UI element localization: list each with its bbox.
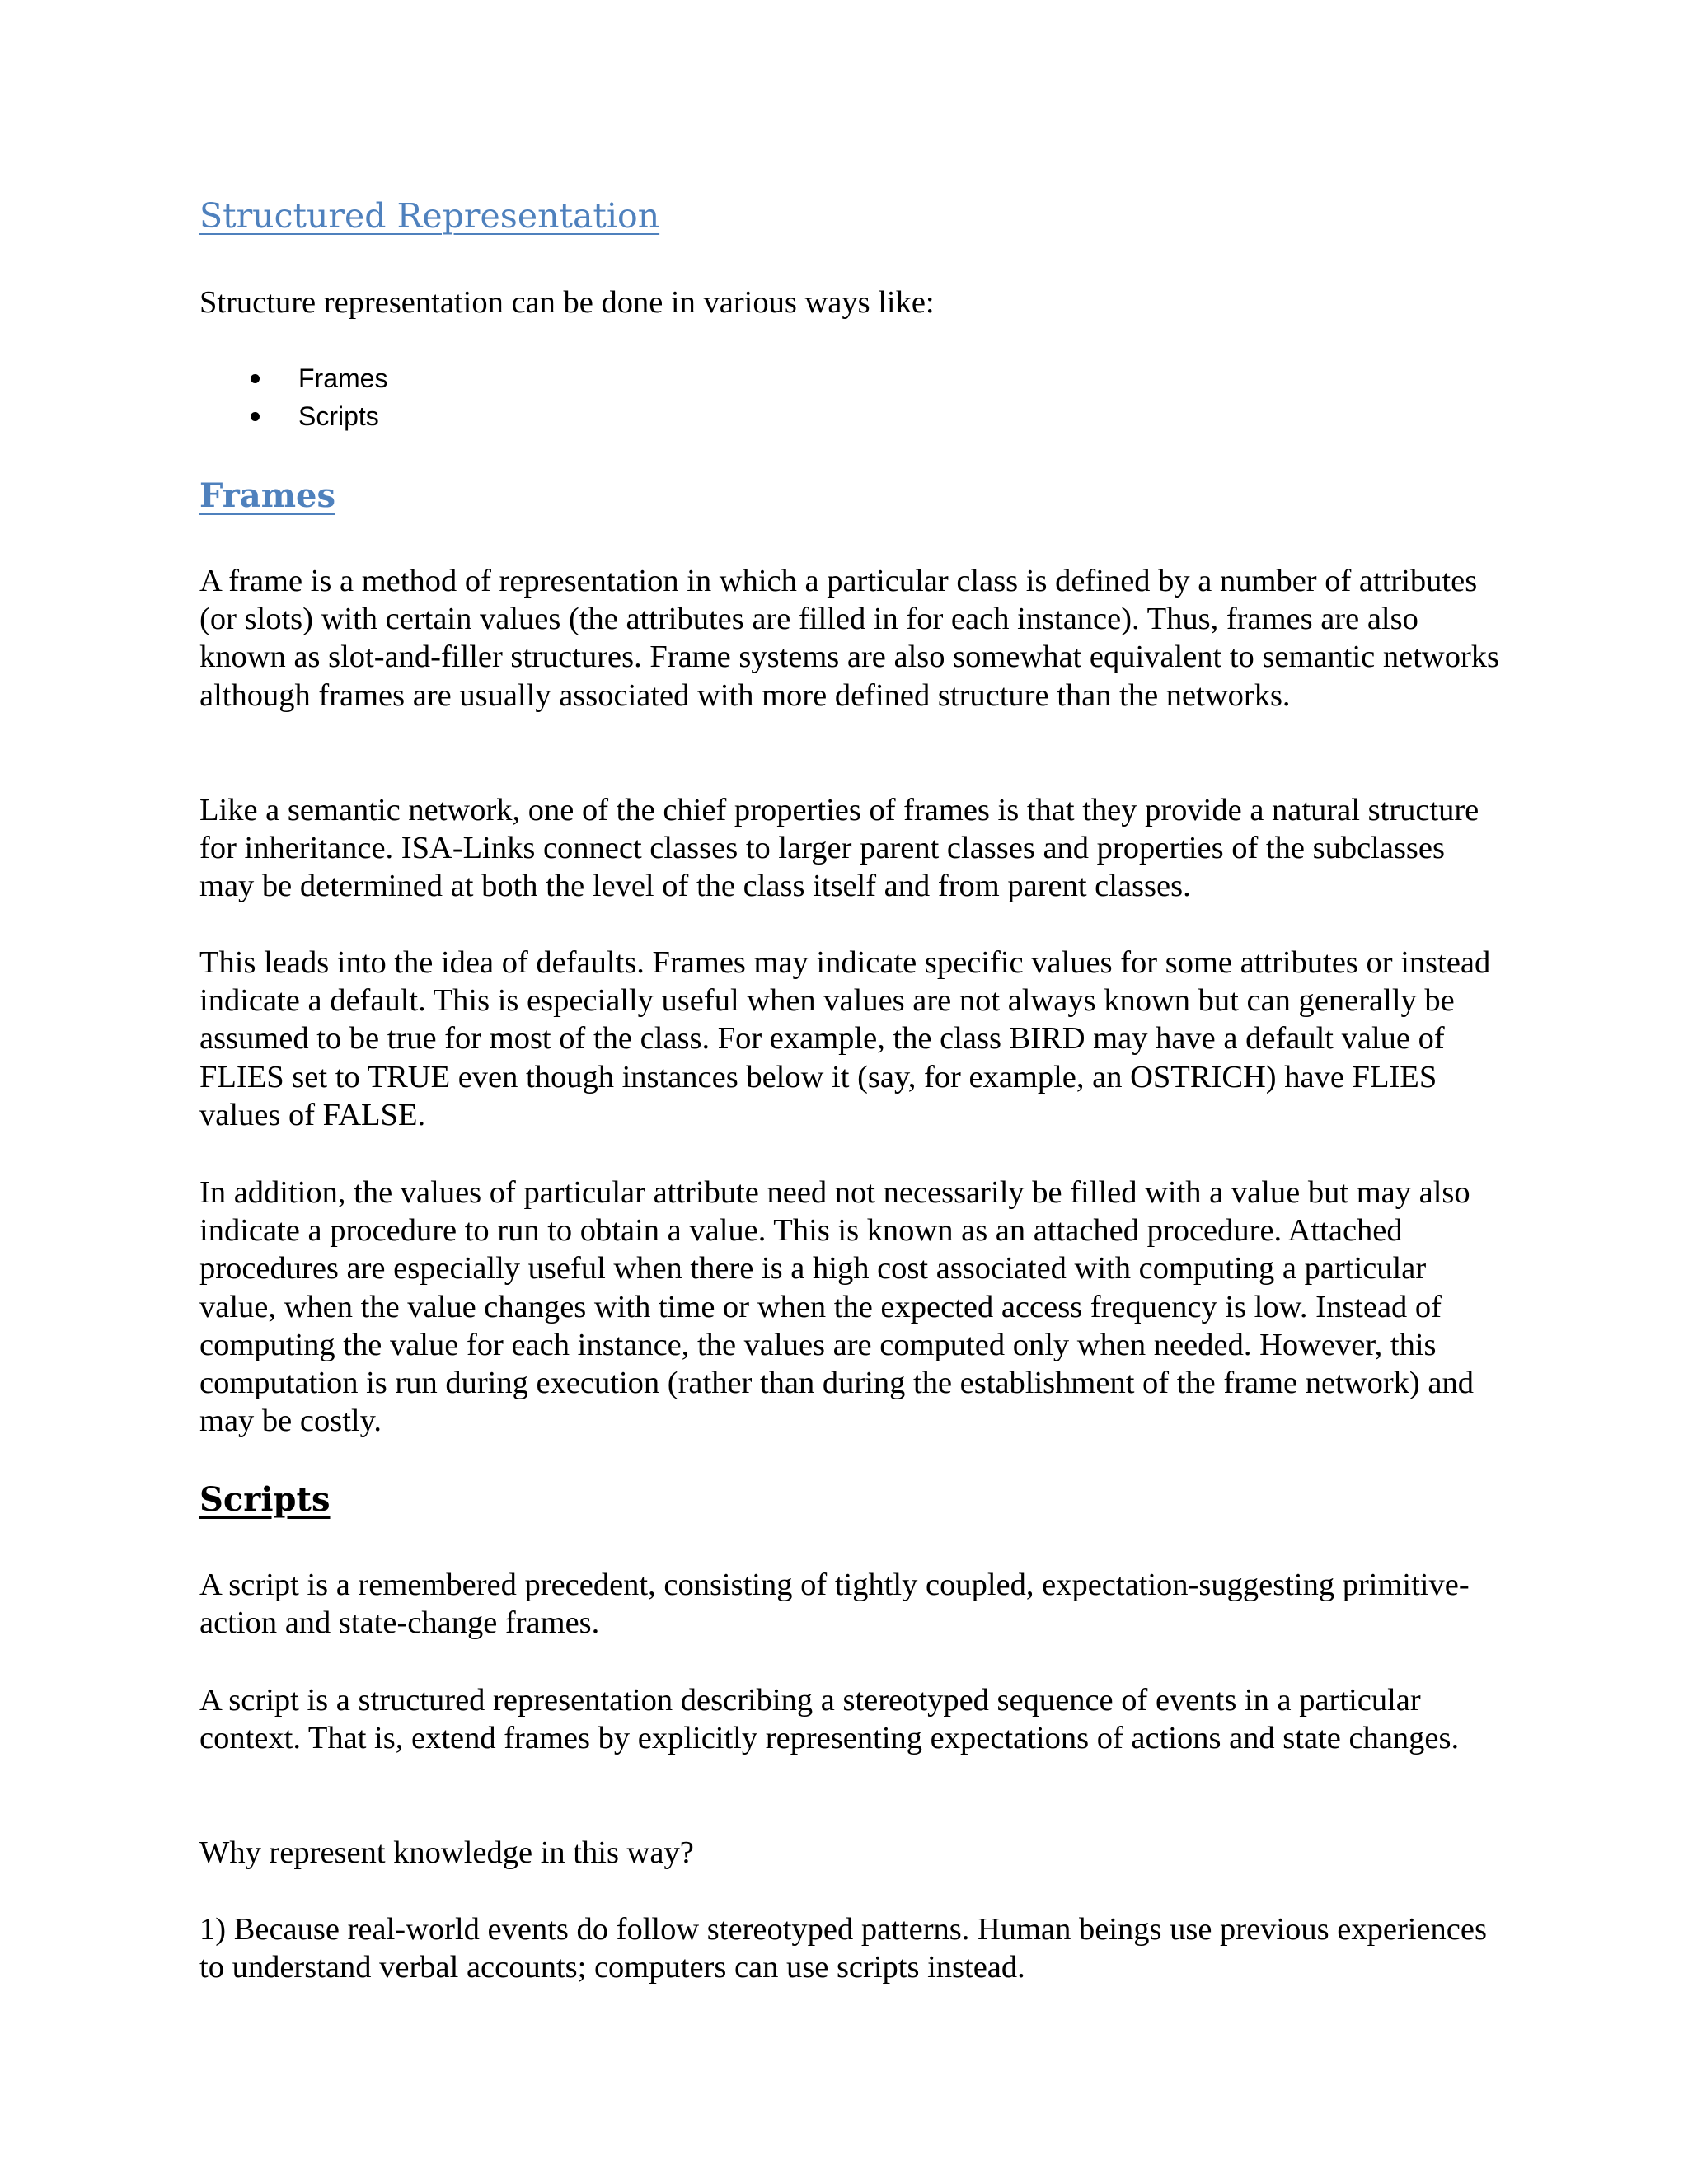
- scripts-question: Why represent knowledge in this way?: [199, 1835, 694, 1870]
- scripts-paragraph-1: A script is a remembered precedent, consisting of tightly coupled, expectation-suggesting primitive-action and state-change frames.: [199, 1568, 1470, 1641]
- bullet-item-scripts: Scripts: [199, 397, 387, 435]
- scripts-paragraph-2: A script is a structured representation describing a stereotyped sequence of events in a particular context. That is, extend frames by explicitly representing expectations of actions and state changes.: [199, 1683, 1460, 1756]
- bullet-list: [199, 359, 387, 435]
- frames-paragraph-4: In addition, the values of particular attribute need not necessarily be filled with a value but may also indicate a procedure to run to obtain a value. This is known as an attached procedure. Attached procedures are especially useful when there is a high cost associated with computing a particular value, when the value changes with time or when the expected access frequency is low. Instead of computing the value for each instance, the values are computed only when needed. However, this computation is run during execution (rather than during the establishment of the frame network) and may be costly.: [199, 1175, 1474, 1439]
- frames-paragraph-1: A frame is a method of representation in which a particular class is defined by a number of attributes (or slots) with certain values (the attributes are filled in for each instance). Thus, frames are also known as slot-and-filler structures. Frame systems are also somewhat equivalent to semantic networks although frames are usually associated with more defined structure than the networks.: [199, 564, 1500, 713]
- frames-paragraph-2: Like a semantic network, one of the chief properties of frames is that they provide a natural structure for inheritance. ISA-Links connect classes to larger parent classes and properties of the subclasses may be determined at both the level of the class itself and from parent classes.: [199, 793, 1479, 904]
- intro-text: Structure representation can be done in various ways like:: [199, 285, 935, 320]
- bullet-item-frames: Frames: [199, 359, 387, 397]
- frames-paragraph-3: This leads into the idea of defaults. Frames may indicate specific values for some attributes or instead indicate a default. This is especially useful when values are not always known but can generally be assumed to be true for most of the class. For example, the class BIRD may have a default value of FLIES set to TRUE even though instances below it (say, for example, an OSTRICH) have FLIES values of FALSE.: [199, 945, 1491, 1132]
- scripts-heading: Scripts: [199, 1480, 331, 1519]
- scripts-paragraph-3: 1) Because real-world events do follow stereotyped patterns. Human beings use previous experiences to understand verbal accounts; computers can use scripts instead.: [199, 1912, 1487, 1985]
- document-title: Structured Representation: [199, 196, 660, 236]
- frames-heading: Frames: [199, 476, 335, 515]
